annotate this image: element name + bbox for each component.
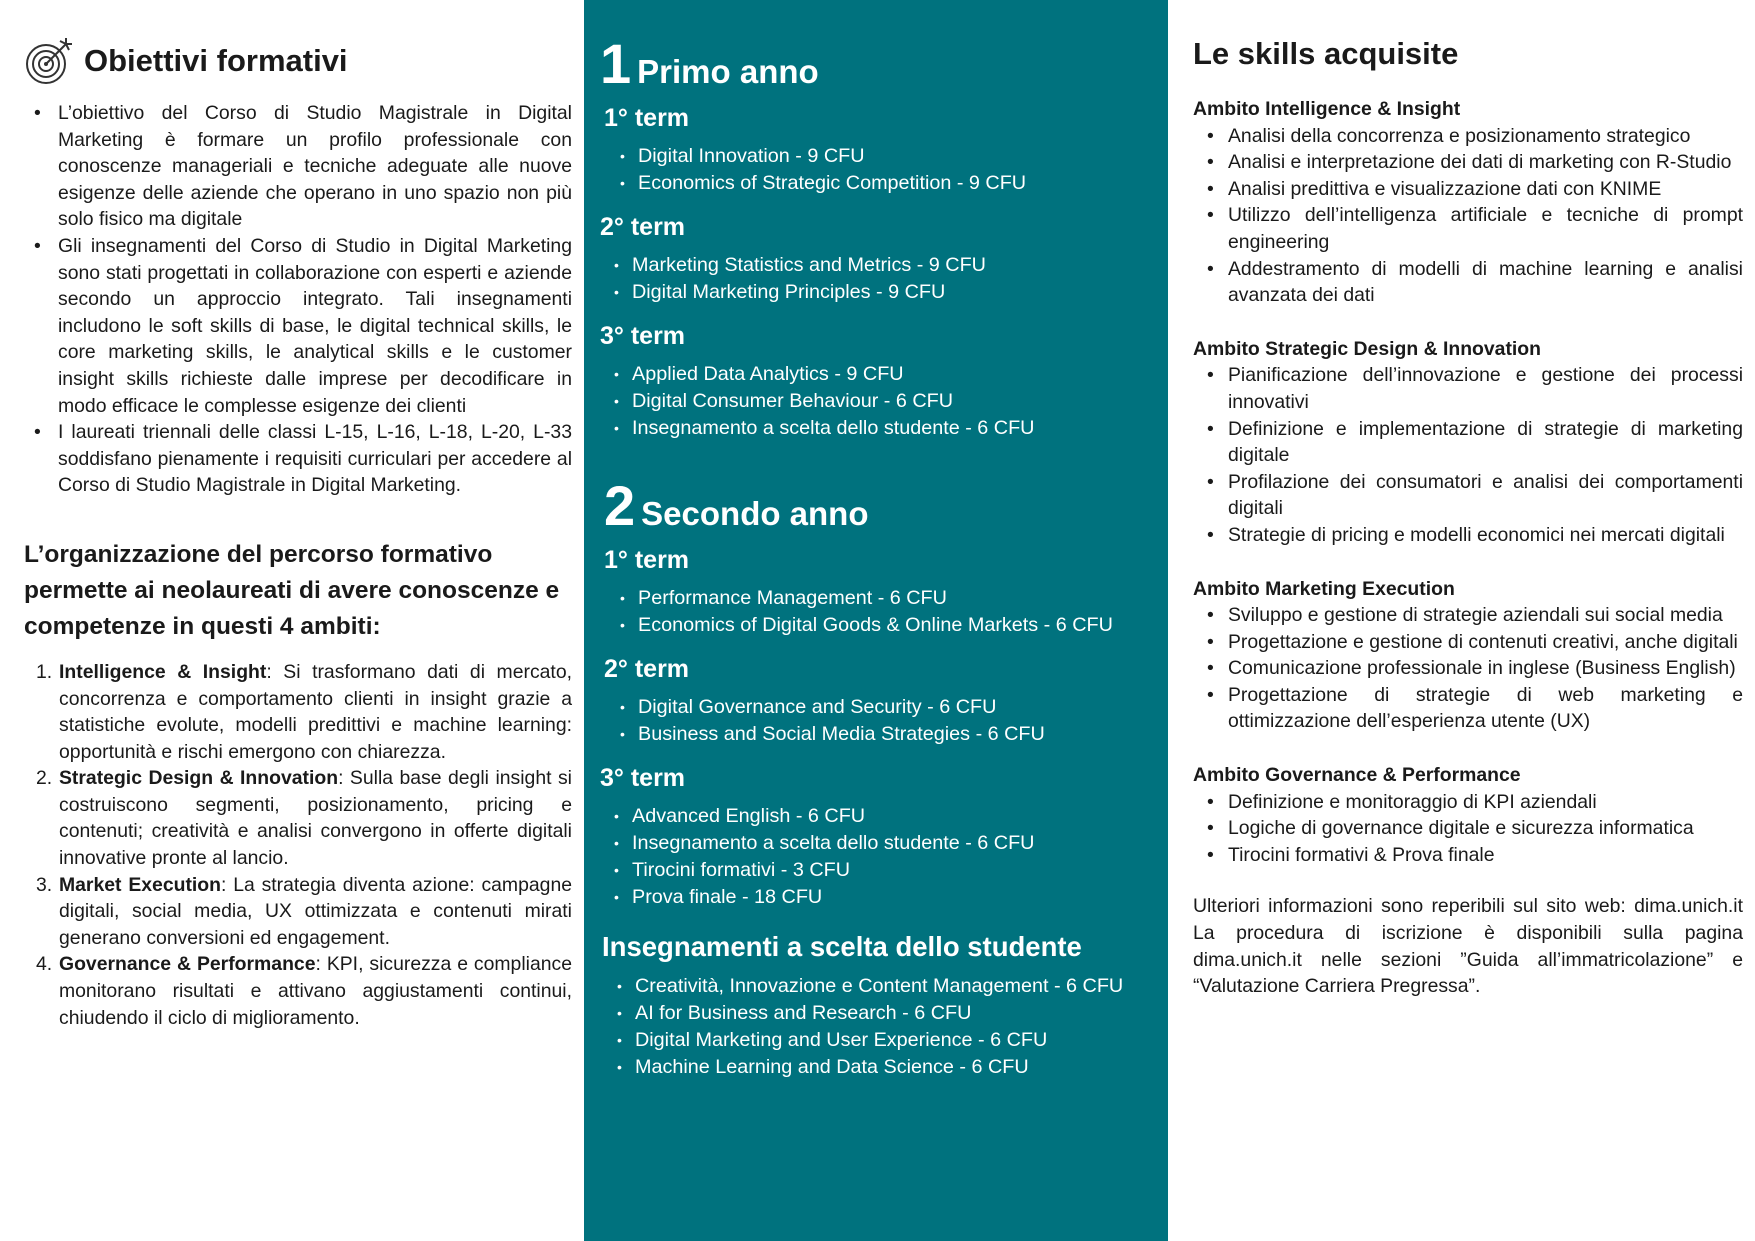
info-paragraph: Ulteriori informazioni sono reperibili sul sito web: dima.unich.it La procedura di iscrizione è disponibili sulla pagina dima.unich.it nelle sezioni ”Guida all’immatricolazione” e “Valutazione Carriera Pregressa”.	[1193, 895, 1743, 998]
year-heading	[604, 476, 1168, 536]
year-heading	[600, 34, 1168, 94]
list-item: 3. Market Execution: La strategia diventa azione: campagne digitali, social media, UX ottimizzata e contenuti mirati generano conversioni ed engagement.	[36, 873, 573, 949]
list-item: • Progettazione e gestione di contenuti creativi, anche digitali	[1193, 629, 1743, 656]
term-label: 3° term	[600, 764, 686, 792]
skills-column	[1168, 0, 1755, 1019]
skill-list	[1193, 123, 1743, 309]
course-item: • Performance Management - 6 CFU	[606, 585, 1168, 612]
organization-heading: L’organizzazione del percorso formativo permette ai neolaureati di avere conoscenze e competenze in questi 4 ambiti:	[24, 540, 560, 640]
objectives-title: Obiettivi formativi	[84, 43, 348, 78]
course-list	[606, 585, 1168, 639]
list-item: • Comunicazione professionale in inglese (Business English)	[1193, 655, 1743, 682]
course-item: • Digital Governance and Security - 6 CFU	[606, 694, 1168, 721]
list-item: • Analisi della concorrenza e posizionamento strategico	[1193, 123, 1743, 150]
year-title: Primo anno	[637, 53, 819, 90]
curriculum-column	[584, 0, 1168, 1241]
skill-list	[1193, 602, 1743, 735]
course-item: • Digital Innovation - 9 CFU	[606, 143, 1168, 170]
list-item: • Addestramento di modelli di machine learning e analisi avanzata dei dati	[1193, 256, 1743, 309]
term-label: 3° term	[600, 322, 686, 350]
skill-group-title: Ambito Intelligence & Insight	[1193, 98, 1461, 120]
electives-list	[603, 973, 1168, 1081]
course-list	[600, 252, 1168, 306]
list-item: • Strategie di pricing e modelli economici nei mercati digitali	[1193, 522, 1743, 549]
term-label: 1° term	[604, 104, 690, 132]
course-item: • Insegnamento a scelta dello studente - 6 CFU	[600, 415, 1168, 442]
skills-heading: Le skills acquisite	[1193, 36, 1459, 71]
list-item: • Definizione e monitoraggio di KPI aziendali	[1193, 789, 1743, 816]
list-item: • Profilazione dei consumatori e analisi dei comportamenti digitali	[1193, 469, 1743, 522]
list-item: • I laureati triennali delle classi L-15, L-16, L-18, L-20, L-33 soddisfano pienamente i requisiti curriculari per accedere al Corso di Studio Magistrale in Digital Marketing.	[24, 419, 572, 499]
course-item: • Digital Marketing and User Experience - 6 CFU	[603, 1027, 1168, 1054]
list-item: 4. Governance & Performance: KPI, sicurezza e compliance monitorano risultati e attivano aggiustamenti continui, chiudendo il ciclo di miglioramento.	[36, 953, 572, 1029]
term-label: 2° term	[604, 655, 690, 683]
course-item: • Business and Social Media Strategies - 6 CFU	[606, 721, 1168, 748]
skill-group-title: Ambito Strategic Design & Innovation	[1193, 337, 1541, 360]
course-item: • Advanced English - 6 CFU	[600, 803, 1168, 830]
year-number: 2	[604, 474, 636, 537]
course-item: • Insegnamento a scelta dello studente - 6 CFU	[600, 830, 1168, 857]
course-item: • Economics of Digital Goods & Online Markets - 6 CFU	[606, 612, 1168, 639]
skill-list	[1193, 789, 1743, 869]
course-item: • Machine Learning and Data Science - 6 CFU	[603, 1054, 1168, 1081]
list-item: • Logiche di governance digitale e sicurezza informatica	[1193, 815, 1743, 842]
course-item: • Marketing Statistics and Metrics - 9 CFU	[600, 252, 1168, 279]
course-item: • Applied Data Analytics - 9 CFU	[600, 361, 1168, 388]
year-title: Secondo anno	[641, 495, 869, 532]
skill-group-title: Ambito Marketing Execution	[1193, 577, 1455, 600]
list-item: • Analisi e interpretazione dei dati di marketing con R-Studio	[1193, 149, 1743, 176]
course-list	[606, 694, 1168, 748]
term-label: 2° term	[600, 213, 686, 241]
course-list	[600, 361, 1168, 442]
list-item: • Gli insegnamenti del Corso di Studio in Digital Marketing sono stati progettati in collaborazione con esperti e aziende secondo un approccio integrato. Tali insegnamenti includono le soft skills di base, le digital technical skills, le core marketing skills, le analytical skills e le customer insight skills richieste dalle imprese per decodificare in modo efficace le complesse esigenze dei clienti	[24, 233, 572, 419]
course-list	[600, 803, 1168, 911]
list-item: • Definizione e implementazione di strategie di marketing digitale	[1193, 416, 1743, 469]
list-item: • Progettazione di strategie di web marketing e ottimizzazione dell’esperienza utente (UX)	[1193, 682, 1743, 735]
list-item: • Analisi predittiva e visualizzazione dati con KNIME	[1193, 176, 1743, 203]
left-column	[0, 0, 584, 1031]
list-item: • L’obiettivo del Corso di Studio Magistrale in Digital Marketing è formare un profilo professionale con conoscenze manageriali e tecniche adeguate alle nuove esigenze delle aziende che operano in uno spazio non più solo fisico ma digitale	[24, 100, 572, 233]
course-item: • Prova finale - 18 CFU	[600, 884, 1168, 911]
list-item: • Utilizzo dell’intelligenza artificiale e tecniche di prompt engineering	[1193, 202, 1743, 255]
skill-group-title: Ambito Governance & Performance	[1193, 764, 1521, 787]
course-item: • Economics of Strategic Competition - 9 CFU	[606, 170, 1168, 197]
course-list	[606, 143, 1168, 197]
ambiti-list	[24, 659, 572, 1031]
course-item: • AI for Business and Research - 6 CFU	[603, 1000, 1168, 1027]
list-item: • Tirocini formativi & Prova finale	[1193, 842, 1743, 869]
electives-heading: Insegnamenti a scelta dello studente	[602, 931, 1082, 962]
list-item: • Pianificazione dell’innovazione e gestione dei processi innovativi	[1193, 362, 1743, 415]
term-label: 1° term	[604, 546, 690, 574]
objectives-heading	[24, 36, 584, 86]
objectives-list	[24, 100, 572, 499]
course-item: • Creatività, Innovazione e Content Management - 6 CFU	[603, 973, 1168, 1000]
course-item: • Tirocini formativi - 3 CFU	[600, 857, 1168, 884]
course-item: • Digital Consumer Behaviour - 6 CFU	[600, 388, 1168, 415]
list-item: 1. Intelligence & Insight: Si trasformano dati di mercato, concorrenza e comportamento clienti in insight grazie a statistiche evolute, modelli predittivi e machine learning: opportunità e rischi emergono con chiarezza.	[36, 660, 572, 763]
target-icon	[24, 36, 74, 86]
course-item: • Digital Marketing Principles - 9 CFU	[600, 279, 1168, 306]
skill-list	[1193, 362, 1743, 548]
list-item: • Sviluppo e gestione di strategie aziendali sui social media	[1193, 602, 1743, 629]
list-item: 2. Strategic Design & Innovation: Sulla base degli insight si costruiscono segmenti, posizionamento, pricing e contenuti; creatività e analisi convergono in offerte digitali innovative pronte al lancio.	[36, 767, 572, 870]
year-number: 1	[600, 32, 632, 95]
